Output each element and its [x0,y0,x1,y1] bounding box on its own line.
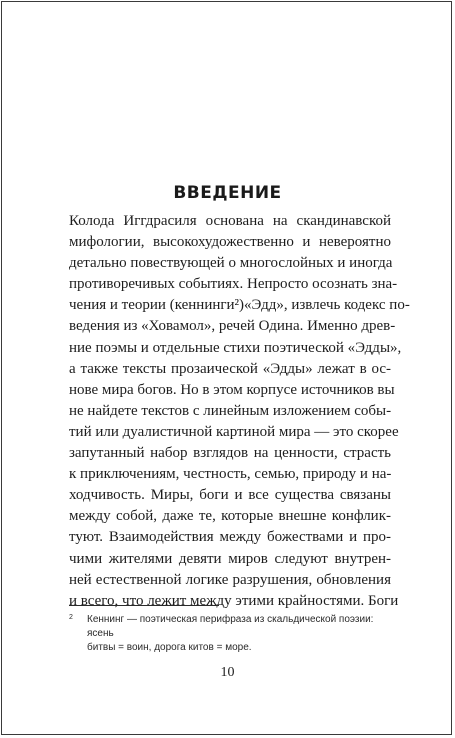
footnote [69,613,391,655]
text-line: не найдете текстов с линейным изложением собы- [69,402,392,419]
text-line: а также тексты прозаической «Эдды» лежат в ос- [69,360,391,377]
text-line: ней естественной логике разрушения, обновления [69,571,391,588]
text-line: к приключениям, честность, семью, природу и на- [69,466,392,483]
text-line: ходчивость. Миры, боги и все существа связаны [69,487,391,504]
text-line: между собой, даже те, которые внешне конфлик- [69,508,391,525]
text-line: детально повествующей о многослойных и иногда [69,255,393,272]
text-line: чения и теории (кеннинги²)«Эдд», извлечь кодекс по- [69,297,410,314]
text-line: ведения из «Ховамол», речей Одина. Именно древ- [69,318,396,335]
text-line: запутанный набор взглядов на ценности, страсть [69,445,391,462]
footnote-marker: 2 [69,614,73,621]
text-line: мифологии, высокохудожественно и невероятно [69,234,391,251]
page-number: 10 [220,665,235,680]
text-line: туют. Взаимодействия между божествами и про- [69,529,391,546]
text-line: и всего, что лежит между этими крайностями. Боги [69,592,399,609]
text-line: тий или дуалистичной картиной мира — это скорее [69,423,399,440]
footnote-divider [69,605,219,606]
book-page [1,1,452,735]
body-text [69,211,410,612]
text-line: противоречивых событиях. Непросто осознать зна- [69,276,398,293]
footnote-line: битвы = воин, дорога китов = море. [87,642,252,653]
footnote-line: Кеннинг — поэтическая перифраза из скальдической поэзии: ясень [87,614,374,639]
text-line: нове мира богов. Но в этом корпусе источников вы [69,381,395,398]
text-line: чими жителями девяти миров следуют внутрен- [69,550,391,567]
chapter-heading: ВВЕДЕНИЕ [173,183,282,203]
text-line: Колода Иггдрасиля основана на скандинавской [69,213,391,229]
text-line: ние поэмы и отдельные стихи поэтической «Эдды», [69,339,402,356]
